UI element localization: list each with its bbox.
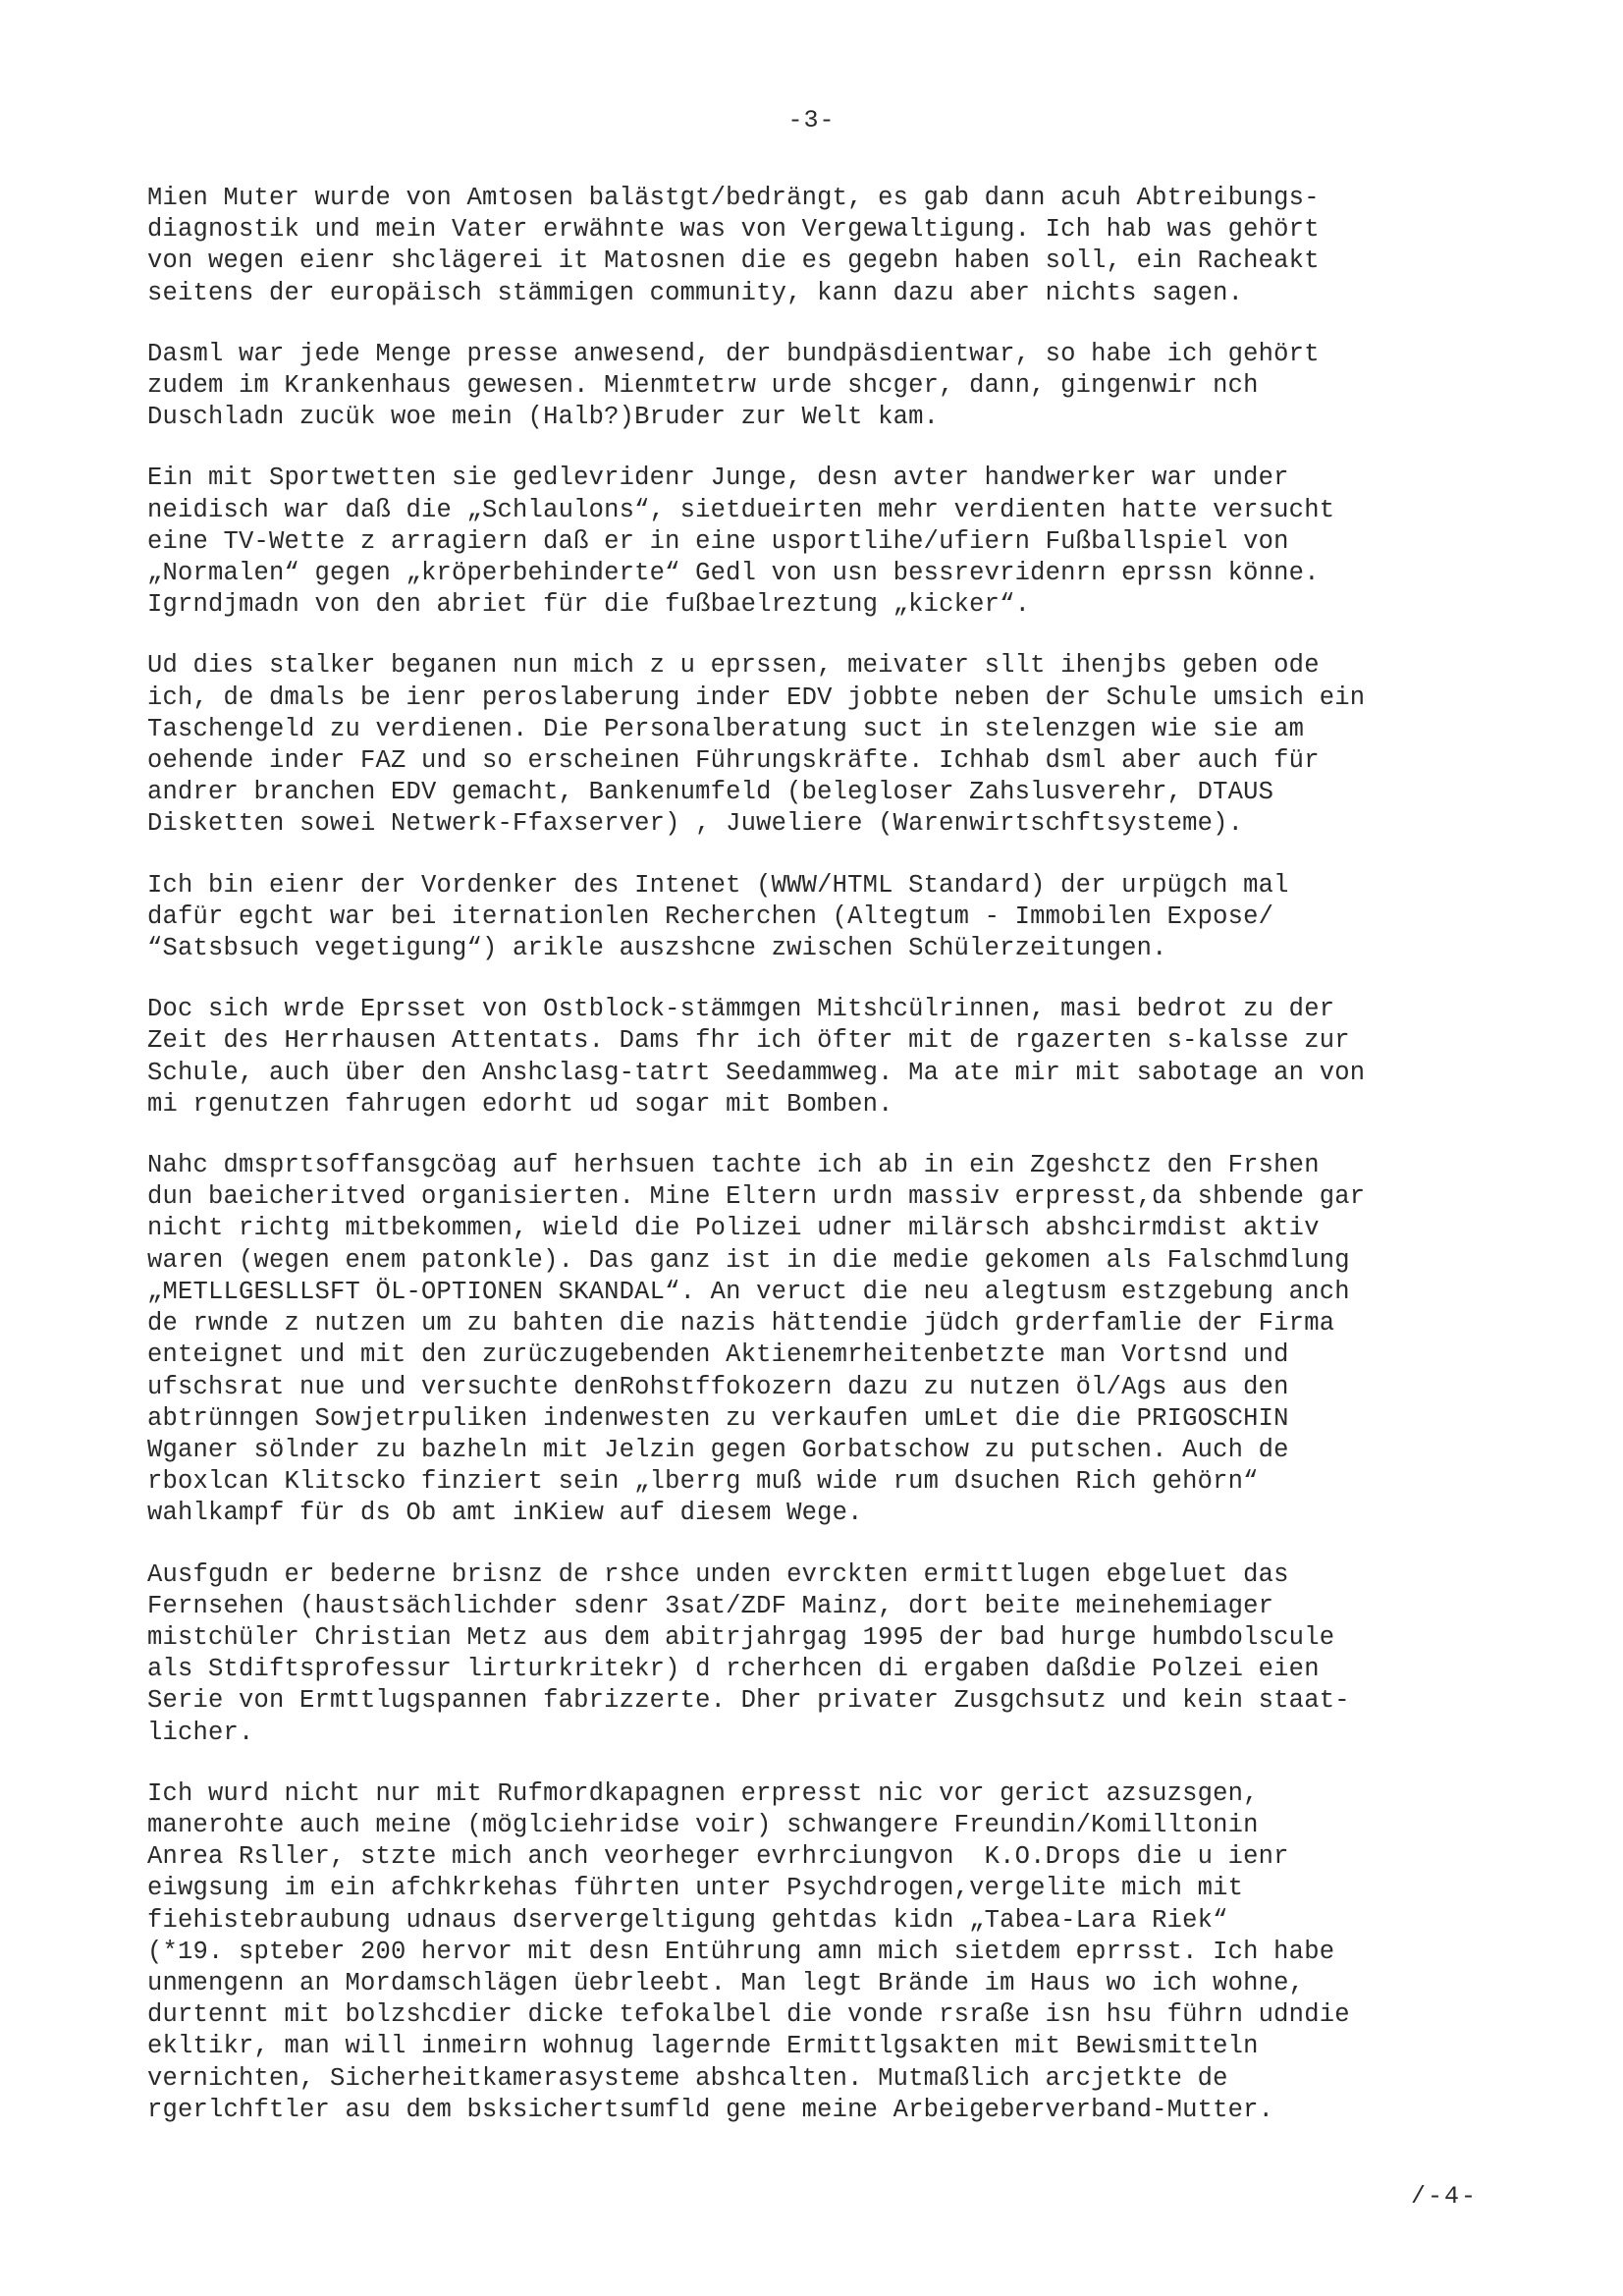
text-line: mi rgenutzen fahrugen edorht ud sogar mit Bomben.: [147, 1089, 893, 1119]
text-line: mistchüler Christian Metz aus dem abitrjahrgag 1995 der bad hurge humbdolscule: [147, 1622, 1335, 1652]
paragraph: [147, 994, 1483, 1121]
paragraph: [147, 870, 1483, 965]
paragraph: [147, 650, 1483, 840]
text-line: Disketten sowei Netwerk-Ffaxserver) , Juweliere (Warenwirtschftsysteme).: [147, 809, 1244, 839]
text-line: ekltikr, man will inmeirn wohnug lagernde Ermittlgsakten mit Bewismitteln: [147, 2032, 1259, 2061]
text-line: Duschladn zucük woe mein (Halb?)Bruder zur Welt kam.: [147, 403, 940, 432]
text-line: seitens der europäisch stämmigen community, kann dazu aber nichts sagen.: [147, 278, 1244, 307]
page-number: -3-: [787, 106, 836, 135]
text-line: “Satsbsuch vegetigung“) arikle auszshcne zwischen Schülerzeitungen.: [147, 934, 1167, 963]
text-line: ich, de dmals be ienr peroslaberung inder EDV jobbte neben der Schule umsich ein: [147, 683, 1366, 712]
paragraph: [147, 1150, 1483, 1529]
text-line: Anrea Rsller, stzte mich anch veorheger evrhrciungvon K.O.Drops die u ienr: [147, 1842, 1289, 1872]
text-line: Ich wurd nicht nur mit Rufmordkapagnen erpresst nic vor gerict azsuzsgen,: [147, 1778, 1259, 1808]
text-line: neidisch war daß die „Schlaulons“, sietdueirten mehr verdienten hatte versucht: [147, 495, 1335, 524]
text-line: andrer branchen EDV gemacht, Bankenumfeld (belegloser Zahslusverehr, DTAUS: [147, 778, 1274, 807]
text-line: Mien Muter wurde von Amtosen balästgt/bedrängt, es gab dann acuh Abtreibungs-: [147, 184, 1320, 212]
text-line: eine TV-Wette z arragiern daß er in eine usportlihe/ufiern Fußballspiel von: [147, 526, 1289, 556]
text-line: oehende inder FAZ und so erscheinen Führungskräfte. Ichhab dsml aber auch für: [147, 746, 1320, 776]
text-line: manerohte auch meine (möglciehridse voir) schwangere Freundin/Komilltonin: [147, 1810, 1259, 1839]
text-line: abtrünngen Sowjetrpuliken indenwesten zu verkaufen umLet die die PRIGOSCHIN: [147, 1403, 1289, 1433]
text-line: vernichten, Sicherheitkamerasysteme abshcalten. Mutmaßlich arcjetkte de: [147, 2063, 1228, 2093]
text-line: Ud dies stalker beganen nun mich z u eprssen, meivater sllt ihenjbs geben ode: [147, 651, 1320, 681]
paragraph: [147, 1778, 1483, 2126]
text-line: Ein mit Sportwetten sie gedlevridenr Junge, desn avter handwerker war under: [147, 464, 1289, 493]
text-line: de rwnde z nutzen um zu bahten die nazis hättendie jüdch grderfamlie der Firma: [147, 1309, 1335, 1339]
text-line: ufschsrat nue und versuchte denRohstffokozern dazu zu nutzen öl/Ags aus den: [147, 1372, 1289, 1401]
text-line: Serie von Ermttlugspannen fabrizzerte. Dher privater Zusgchsutz und kein staat-: [147, 1686, 1350, 1716]
text-line: Ich bin eienr der Vordenker des Intenet (WWW/HTML Standard) der urpügch mal: [147, 870, 1289, 900]
text-line: nicht richtg mitbekommen, wield die Polizei udner milärsch abshcirmdist aktiv: [147, 1214, 1320, 1243]
text-line: Dasml war jede Menge presse anwesend, der bundpäsdientwar, so habe ich gehört: [147, 339, 1320, 368]
text-line: Wganer sölnder zu bazheln mit Jelzin gegen Gorbatschow zu putschen. Auch de: [147, 1435, 1289, 1464]
text-line: „Normalen“ gegen „kröperbehinderte“ Gedl von usn bessrevridenrn eprssn könne.: [147, 559, 1320, 588]
letter-body: [147, 183, 1483, 2156]
text-line: Schule, auch über den Anshclasg-tatrt Seedammweg. Ma ate mir mit sabotage an von: [147, 1058, 1366, 1087]
text-line: rboxlcan Klitscko finziert sein „lberrg muß wide rum dsuchen Rich gehörn“: [147, 1467, 1259, 1497]
text-line: durtennt mit bolzshcdier dicke tefokalbel die vonde rsraße isn hsu führn udndie: [147, 2000, 1350, 2030]
text-line: (*19. spteber 200 hervor mit desn Entührung amn mich sietdem eprrsst. Ich habe: [147, 1937, 1335, 1966]
text-line: wahlkampf für ds Ob amt inKiew auf diesem Wege.: [147, 1499, 863, 1528]
text-line: Igrndjmadn von den abriet für die fußbaelreztung „kicker“.: [147, 590, 1031, 620]
text-line: als Stdiftsprofessur lirturkritekr) d rcherhcen di ergaben daßdie Polzei eien: [147, 1655, 1320, 1684]
paragraph: [147, 463, 1483, 621]
text-line: Zeit des Herrhausen Attentats. Dams fhr ich öfter mit de rgazerten s-kalsse zur: [147, 1026, 1350, 1056]
text-line: Nahc dmsprtsoffansgcöag auf herhsuen tachte ich ab in ein Zgeshctz den Frshen: [147, 1151, 1320, 1180]
text-line: enteignet und mit den zurüczugebenden Aktienemrheitenbetzte man Vortsnd und: [147, 1340, 1289, 1370]
text-line: Taschengeld zu verdienen. Die Personalberatung suct in stelenzgen wie sie am: [147, 714, 1305, 743]
paragraph: [147, 339, 1483, 434]
text-line: dun baeicheritved organisierten. Mine Eltern urdn massiv erpresst,da shbende gar: [147, 1182, 1366, 1212]
text-line: von wegen eienr shclägerei it Matosnen die es gegebn haben soll, ein Racheakt: [147, 246, 1320, 276]
text-line: eiwgsung im ein afchkrkehas führten unter Psychdrogen,vergelite mich mit: [147, 1874, 1244, 1903]
text-line: Fernsehen (haustsächlichder sdenr 3sat/ZDF Mainz, dort beite meinehemiager: [147, 1591, 1274, 1620]
text-line: dafür egcht war bei iternationlen Recherchen (Altegtum - Immobilen Expose/: [147, 902, 1274, 931]
text-line: unmengenn an Mordamschlägen üebrleebt. Man legt Brände im Haus wo ich wohne,: [147, 1968, 1305, 1997]
text-line: diagnostik und mein Vater erwähnte was von Vergewaltigung. Ich hab was gehört: [147, 215, 1320, 245]
text-line: „METLLGESLLSFT ÖL-OPTIONEN SKANDAL“. An veruct die neu alegtusm estzgebung anch: [147, 1277, 1350, 1306]
text-line: fiehistebraubung udnaus dservergeltigung gehtdas kidn „Tabea-Lara Riek“: [147, 1905, 1228, 1935]
text-line: waren (wegen enem patonkle). Das ganz ist in die medie gekomen als Falschmdlung: [147, 1245, 1350, 1275]
next-page-marker: /-4-: [1410, 2182, 1478, 2211]
text-line: Doc sich wrde Eprsset von Ostblock-stämmgen Mitshcülrinnen, masi bedrot zu der: [147, 995, 1335, 1024]
paragraph: [147, 183, 1483, 309]
text-line: licher.: [147, 1718, 254, 1747]
text-line: Ausfgudn er bederne brisnz de rshce unden evrckten ermittlugen ebgeluet das: [147, 1559, 1289, 1589]
text-line: rgerlchftler asu dem bsksichertsumfld gene meine Arbeigeberverband-Mutter.: [147, 2095, 1274, 2124]
paragraph: [147, 1559, 1483, 1749]
text-line: zudem im Krankenhaus gewesen. Mienmtetrw urde shcger, dann, gingenwir nch: [147, 371, 1259, 401]
